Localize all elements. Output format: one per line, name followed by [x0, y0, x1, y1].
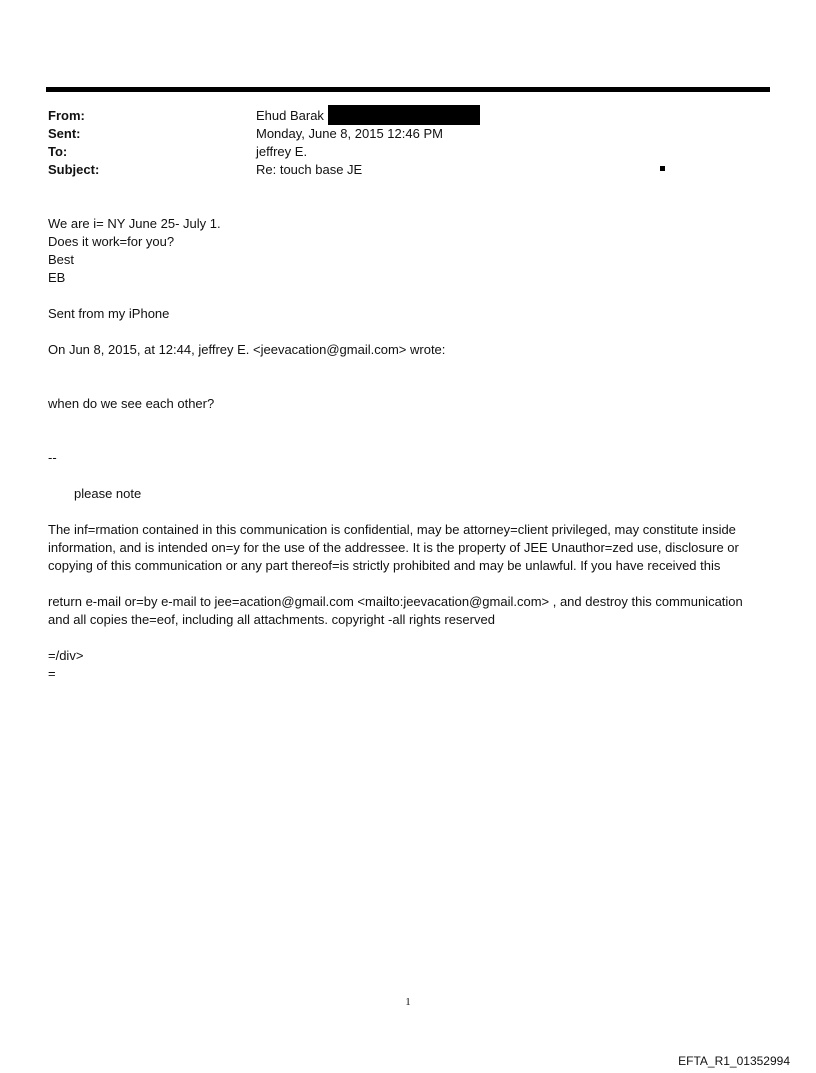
sent-value: Monday, June 8, 2015 12:46 PM — [256, 126, 443, 141]
from-value: Ehud Barak — [256, 108, 324, 123]
subject-label: Subject: — [48, 162, 100, 177]
sent-from-line: Sent from my iPhone — [48, 306, 170, 321]
from-label: From: — [48, 108, 85, 123]
signature-separator: -- — [48, 450, 57, 465]
email-header — [48, 107, 748, 179]
trailer-line: =/div> — [48, 648, 84, 663]
quoted-question: when do we see each other? — [48, 396, 215, 411]
subject-value: Re: touch base JE — [256, 162, 363, 177]
quote-intro: On Jun 8, 2015, at 12:44, jeffrey E. <jeevacation@gmail.com> wrote: — [48, 342, 446, 357]
header-rule — [46, 87, 770, 92]
email-body — [48, 215, 768, 683]
body-line: EB — [48, 270, 66, 285]
to-row — [48, 143, 748, 161]
from-row — [48, 107, 748, 125]
redaction-bar — [328, 105, 480, 125]
page-number: 1 — [405, 996, 411, 1008]
body-line: We are i= NY June 25- July 1. — [48, 216, 221, 231]
to-label: To: — [48, 144, 68, 159]
disclaimer-paragraph: The inf=rmation contained in this communication is confidential, may be attorney=client privileged, may constitute inside information, and is intended on=y for the use of the addressee. It is the property of JEE Unauthor=zed use, disclosure or copying of this communication or any part thereof=is strictly prohibited and may be unlawful. If you have received this — [48, 522, 739, 573]
to-value: jeffrey E. — [256, 144, 308, 159]
please-note: please note — [74, 486, 142, 501]
disclaimer-paragraph: return e-mail or=by e-mail to jee=acation@gmail.com <mailto:jeevacation@gmail.com> , and destroy this communication and all copies the=eof, including all attachments. copyright -all rights reserved — [48, 594, 743, 627]
subject-row — [48, 161, 748, 179]
body-line: Best — [48, 252, 75, 267]
body-line: Does it work=for you? — [48, 234, 175, 249]
sent-label: Sent: — [48, 126, 81, 141]
from-value-wrap — [256, 107, 480, 125]
sent-row — [48, 125, 748, 143]
bates-number: EFTA_R1_01352994 — [678, 1054, 790, 1068]
stray-mark — [660, 166, 665, 171]
trailer-line: = — [48, 666, 56, 681]
